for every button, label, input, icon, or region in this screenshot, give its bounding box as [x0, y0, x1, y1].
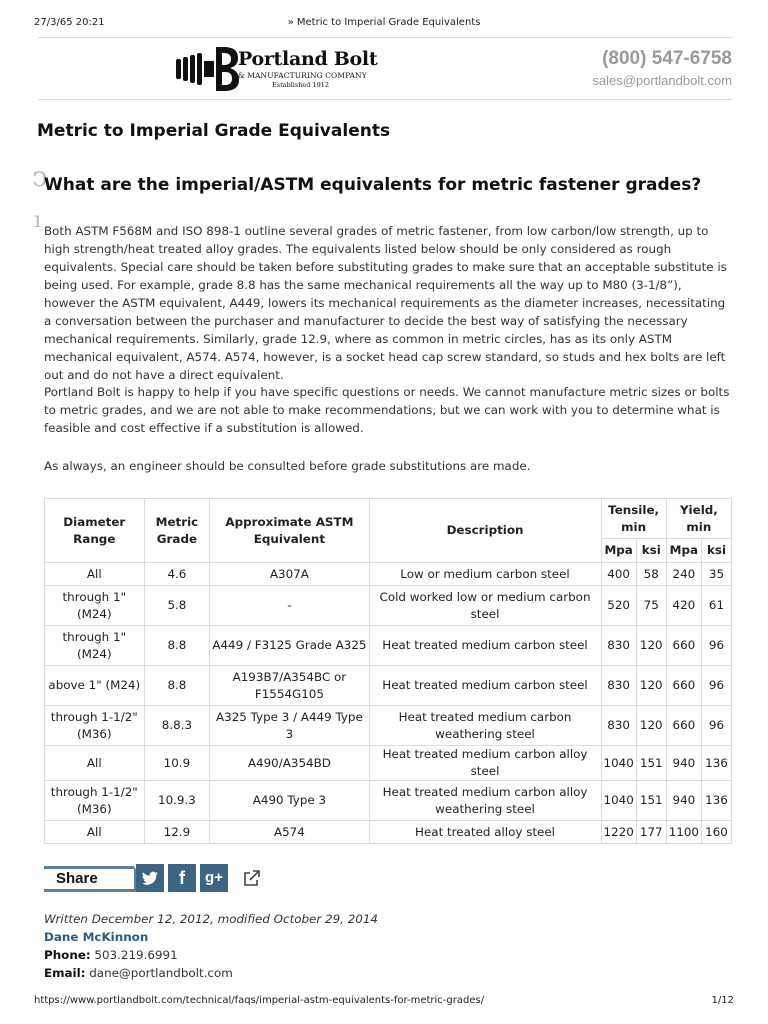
- header-diameter: Diameter Range: [45, 499, 145, 563]
- article-meta: [44, 910, 378, 982]
- share-bar: [44, 862, 274, 894]
- cell-description: Cold worked low or medium carbon steel: [369, 586, 601, 626]
- cell-description: Heat treated alloy steel: [369, 821, 601, 844]
- cell-yield-mpa: 940: [666, 746, 701, 781]
- cell-tensile-ksi: 151: [636, 781, 666, 821]
- print-title: » Metric to Imperial Grade Equivalents: [287, 17, 481, 28]
- cell-yield-mpa: 660: [666, 626, 701, 666]
- cell-metric: 5.8: [144, 586, 210, 626]
- cell-astm: -: [210, 586, 369, 626]
- header-yield-mpa: Mpa: [666, 539, 701, 563]
- cell-tensile-mpa: 1040: [601, 746, 636, 781]
- cell-yield-mpa: 420: [666, 586, 701, 626]
- bolt-logo-icon: [174, 45, 240, 93]
- cell-tensile-mpa: 400: [601, 563, 636, 586]
- cell-metric: 8.8.3: [144, 706, 210, 746]
- cell-metric: 8.8: [144, 626, 210, 666]
- print-url: https://www.portlandbolt.com/technical/faqs/imperial-astm-equivalents-for-metric-grades/: [34, 995, 485, 1006]
- cell-tensile-ksi: 177: [636, 821, 666, 844]
- page-title: Metric to Imperial Grade Equivalents: [37, 121, 391, 141]
- header-tensile-mpa: Mpa: [601, 539, 636, 563]
- twitter-icon[interactable]: [136, 864, 164, 892]
- header-yield-ksi: ksi: [702, 539, 732, 563]
- logo-brand: Portland Bolt: [238, 48, 378, 70]
- cell-metric: 8.8: [144, 666, 210, 706]
- author-phone: 503.219.6991: [94, 948, 178, 962]
- cell-description: Heat treated medium carbon steel: [369, 626, 601, 666]
- table-row: [45, 821, 732, 844]
- cell-tensile-ksi: 151: [636, 746, 666, 781]
- share-button[interactable]: [44, 866, 134, 892]
- author-phone-line: [44, 946, 378, 964]
- cell-tensile-ksi: 120: [636, 666, 666, 706]
- nav-divider: [38, 99, 732, 100]
- portland-bolt-logo[interactable]: [174, 45, 384, 93]
- table-row: [45, 666, 732, 706]
- table-row: [45, 746, 732, 781]
- author-email[interactable]: dane@portlandbolt.com: [89, 966, 233, 980]
- header-divider: [38, 37, 732, 38]
- header-tensile: Tensile, min: [601, 499, 666, 539]
- table-row: [45, 626, 732, 666]
- logo-established: Established 1912: [272, 81, 330, 89]
- grade-equivalents-table: [44, 498, 732, 844]
- external-link-icon[interactable]: [238, 864, 266, 892]
- cell-astm: A449 / F3125 Grade A325: [210, 626, 369, 666]
- cell-diameter: through 1" (M24): [45, 586, 145, 626]
- table-row: [45, 781, 732, 821]
- table-row: [45, 586, 732, 626]
- cell-tensile-mpa: 1040: [601, 781, 636, 821]
- overlay-glyph-bottom: ı: [34, 208, 42, 233]
- cell-yield-ksi: 96: [702, 626, 732, 666]
- header-description: Description: [369, 499, 601, 563]
- share-label: Share: [56, 870, 98, 887]
- cell-yield-mpa: 660: [666, 666, 701, 706]
- cell-description: Heat treated medium carbon alloy steel: [369, 746, 601, 781]
- cell-tensile-mpa: 830: [601, 626, 636, 666]
- cell-description: Heat treated medium carbon weathering steel: [369, 706, 601, 746]
- table-header-row: [45, 499, 732, 539]
- cell-diameter: All: [45, 563, 145, 586]
- cell-astm: A307A: [210, 563, 369, 586]
- cell-yield-ksi: 136: [702, 746, 732, 781]
- cell-yield-mpa: 1100: [666, 821, 701, 844]
- cell-tensile-mpa: 520: [601, 586, 636, 626]
- header-tensile-ksi: ksi: [636, 539, 666, 563]
- print-header: [34, 17, 734, 31]
- cell-yield-ksi: 96: [702, 666, 732, 706]
- cell-yield-ksi: 96: [702, 706, 732, 746]
- paragraph-engineer: As always, an engineer should be consulted before grade substitutions are made.: [44, 459, 531, 473]
- cell-tensile-ksi: 120: [636, 706, 666, 746]
- cell-yield-ksi: 136: [702, 781, 732, 821]
- print-page-number: 1/12: [711, 995, 734, 1006]
- cell-tensile-mpa: 830: [601, 706, 636, 746]
- cell-description: Low or medium carbon steel: [369, 563, 601, 586]
- cell-diameter: All: [45, 746, 145, 781]
- author-name[interactable]: Dane McKinnon: [44, 930, 149, 944]
- cell-description: Heat treated medium carbon alloy weathering steel: [369, 781, 601, 821]
- written-date: Written December 12, 2012, modified October 29, 2014: [44, 912, 378, 926]
- header-astm-equivalent: Approximate ASTM Equivalent: [210, 499, 369, 563]
- overlay-glyph-top: ↄ: [32, 160, 48, 193]
- cell-tensile-ksi: 120: [636, 626, 666, 666]
- cell-metric: 10.9: [144, 746, 210, 781]
- cell-diameter: All: [45, 821, 145, 844]
- cell-metric: 10.9.3: [144, 781, 210, 821]
- cell-yield-ksi: 160: [702, 821, 732, 844]
- author-email-line: [44, 964, 378, 982]
- cell-tensile-mpa: 1220: [601, 821, 636, 844]
- cell-metric: 12.9: [144, 821, 210, 844]
- contact-phone[interactable]: (800) 547-6758: [602, 48, 732, 69]
- cell-yield-mpa: 940: [666, 781, 701, 821]
- cell-tensile-ksi: 58: [636, 563, 666, 586]
- paragraph-intro: Both ASTM F568M and ISO 898-1 outline several grades of metric fastener, from low carbon/low strength, up to high strength/heat treated alloy grades. The equivalents listed below should be only considered as rough equivalents. Special care should be taken before substituting grades to make sure that an acceptable substitute is being used. For example, grade 8.8 has the same mechanical requirements all the way up to M80 (3-1/8”), however the ASTM equivalent, A449, lowers its mechanical requirements as the diameter increases, necessitating a conversation between the purchaser and manufacturer to decide the best way of satisfying the necessary mechanical requirements. Similarly, grade 12.9, where as common in metric circles, has as its only ASTM mechanical equivalent, A574. A574, however, is a socket head cap screw standard, so studs and hex bolts are left out and do not have a direct equivalent.: [44, 224, 727, 382]
- cell-yield-ksi: 35: [702, 563, 732, 586]
- faq-question: What are the imperial/ASTM equivalents for metric fastener grades?: [44, 175, 702, 195]
- cell-astm: A193B7/A354BC or F1554G105: [210, 666, 369, 706]
- phone-label: Phone:: [44, 948, 91, 962]
- contact-email[interactable]: sales@portlandbolt.com: [592, 73, 732, 88]
- cell-diameter: through 1-1/2" (M36): [45, 781, 145, 821]
- contact-block: [592, 48, 732, 88]
- cell-tensile-ksi: 75: [636, 586, 666, 626]
- cell-description: Heat treated medium carbon steel: [369, 666, 601, 706]
- cell-yield-mpa: 660: [666, 706, 701, 746]
- email-label: Email:: [44, 966, 86, 980]
- cell-yield-ksi: 61: [702, 586, 732, 626]
- logo-subtitle: & MANUFACTURING COMPANY: [238, 71, 367, 80]
- paragraph-help: Portland Bolt is happy to help if you have specific questions or needs. We cannot manufacture metric sizes or bolts to metric grades, and we are not able to make recommendations, but we can work with you to determine what is feasible and cost effective if a substitution is allowed.: [44, 385, 730, 435]
- cell-diameter: through 1-1/2" (M36): [45, 706, 145, 746]
- cell-metric: 4.6: [144, 563, 210, 586]
- cell-astm: A490 Type 3: [210, 781, 369, 821]
- print-date: 27/3/65 20:21: [34, 17, 105, 28]
- cell-diameter: through 1" (M24): [45, 626, 145, 666]
- google-plus-icon[interactable]: g+: [200, 864, 228, 892]
- table-row: [45, 563, 732, 586]
- header-metric-grade: Metric Grade: [144, 499, 210, 563]
- facebook-icon[interactable]: f: [168, 864, 196, 892]
- header-yield: Yield, min: [666, 499, 731, 539]
- cell-tensile-mpa: 830: [601, 666, 636, 706]
- cell-astm: A574: [210, 821, 369, 844]
- cell-diameter: above 1" (M24): [45, 666, 145, 706]
- cell-astm: A490/A354BD: [210, 746, 369, 781]
- cell-yield-mpa: 240: [666, 563, 701, 586]
- table-row: [45, 706, 732, 746]
- cell-astm: A325 Type 3 / A449 Type 3: [210, 706, 369, 746]
